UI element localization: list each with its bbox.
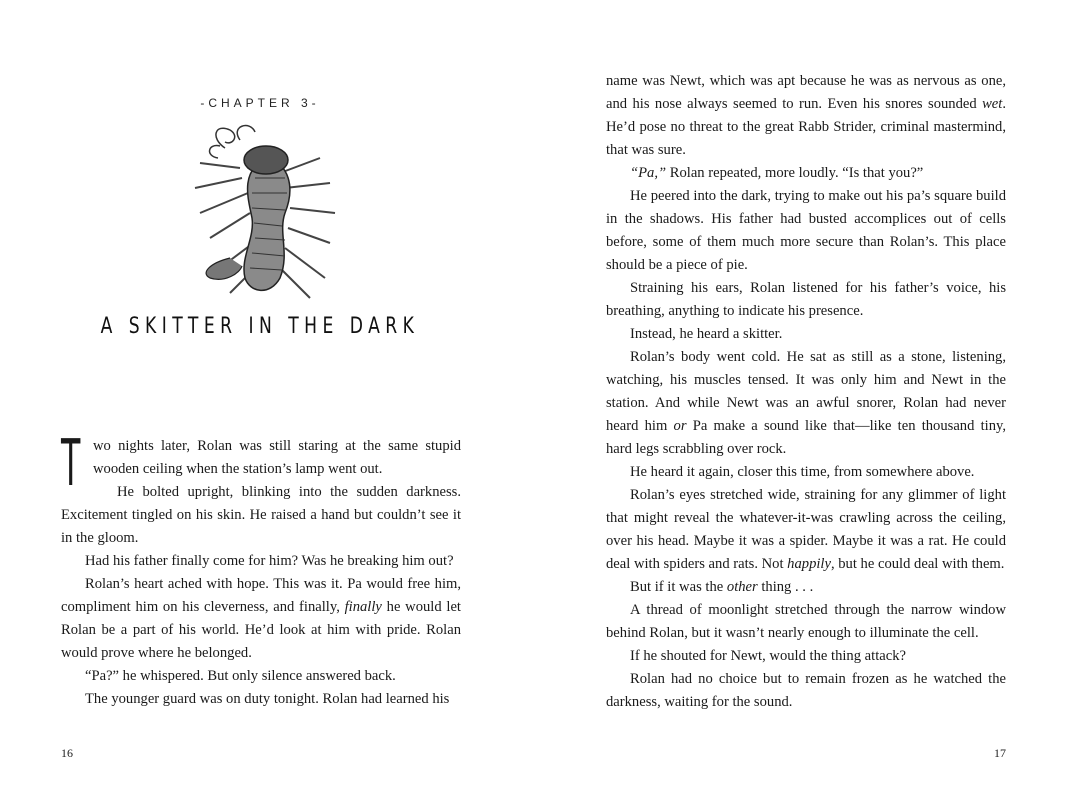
chapter-label: -CHAPTER 3-	[200, 96, 320, 110]
paragraph: The younger guard was on duty tonight. Rolan had learned his	[85, 691, 450, 707]
paragraph: name was Newt, which was apt because he was as nervous as one, and his nose always seemed to run. Even his snores sounded wet. He’d pose no threat to the great Rabb Strider, criminal mastermind, that was sure.	[606, 73, 1006, 158]
paragraph: If he shouted for Newt, would the thing attack?	[630, 648, 906, 664]
paragraph: But if it was the other thing . . .	[630, 579, 814, 595]
page-number: 17	[994, 746, 1006, 760]
paragraph: Two nights later, Rolan was still staring at the same stupid wooden ceiling when the station’s lamp went out.	[61, 427, 461, 501]
paragraph: “Pa,” Rolan repeated, more loudly. “Is that you?”	[630, 165, 924, 181]
page-number: 16	[61, 746, 73, 760]
chapter-title: A SKITTER IN THE DARK	[100, 314, 420, 339]
paragraph: He heard it again, closer this time, from somewhere above.	[630, 464, 975, 480]
paragraph: Rolan’s heart ached with hope. This was it. Pa would free him, compliment him on his cleverness, and finally, finally he would let Rolan be a part of his world. He’d look at him with pride. Rolan would prove where he belonged.	[61, 576, 461, 661]
paragraph: Rolan’s eyes stretched wide, straining for any glimmer of light that might reveal the whatever-it-was crawling across the ceiling, over his head. Maybe it was a spider. Maybe it was a rat. He could deal with spiders and rats. Not happily, but he could deal with them.	[606, 487, 1006, 572]
paragraph: Rolan’s body went cold. He sat as still as a stone, listening, watching, his muscles tensed. It was only him and Newt in the station. And while Newt was an awful snorer, Rolan had never heard him or Pa make a sound like that—like ten thousand tiny, hard legs scrabbling over rock.	[606, 349, 1006, 457]
left-body-text	[61, 427, 461, 711]
right-body-text	[606, 70, 1006, 714]
paragraph: “Pa?” he whispered. But only silence answered back.	[85, 668, 396, 684]
paragraph: Straining his ears, Rolan listened for his father’s voice, his breathing, anything to indicate his presence.	[606, 280, 1006, 319]
paragraph: He bolted upright, blinking into the sudden darkness. Excitement tingled on his skin. He raised a hand but couldn’t see it in the gloom.	[61, 484, 461, 546]
paragraph: A thread of moonlight stretched through the narrow window behind Rolan, but it wasn’t nearly enough to illuminate the cell.	[606, 602, 1006, 641]
paragraph: Had his father finally come for him? Was he breaking him out?	[85, 553, 454, 569]
drop-cap: T	[61, 427, 81, 501]
paragraph: Rolan had no choice but to remain frozen as he watched the darkness, waiting for the sound.	[606, 671, 1006, 710]
paragraph: Instead, he heard a skitter.	[630, 326, 783, 342]
centipede-illustration	[170, 118, 350, 308]
paragraph: He peered into the dark, trying to make out his pa’s square build in the shadows. His father had busted accomplices out of cells before, some of them much more secure than Rolan’s. This place should be a piece of pie.	[606, 188, 1006, 273]
